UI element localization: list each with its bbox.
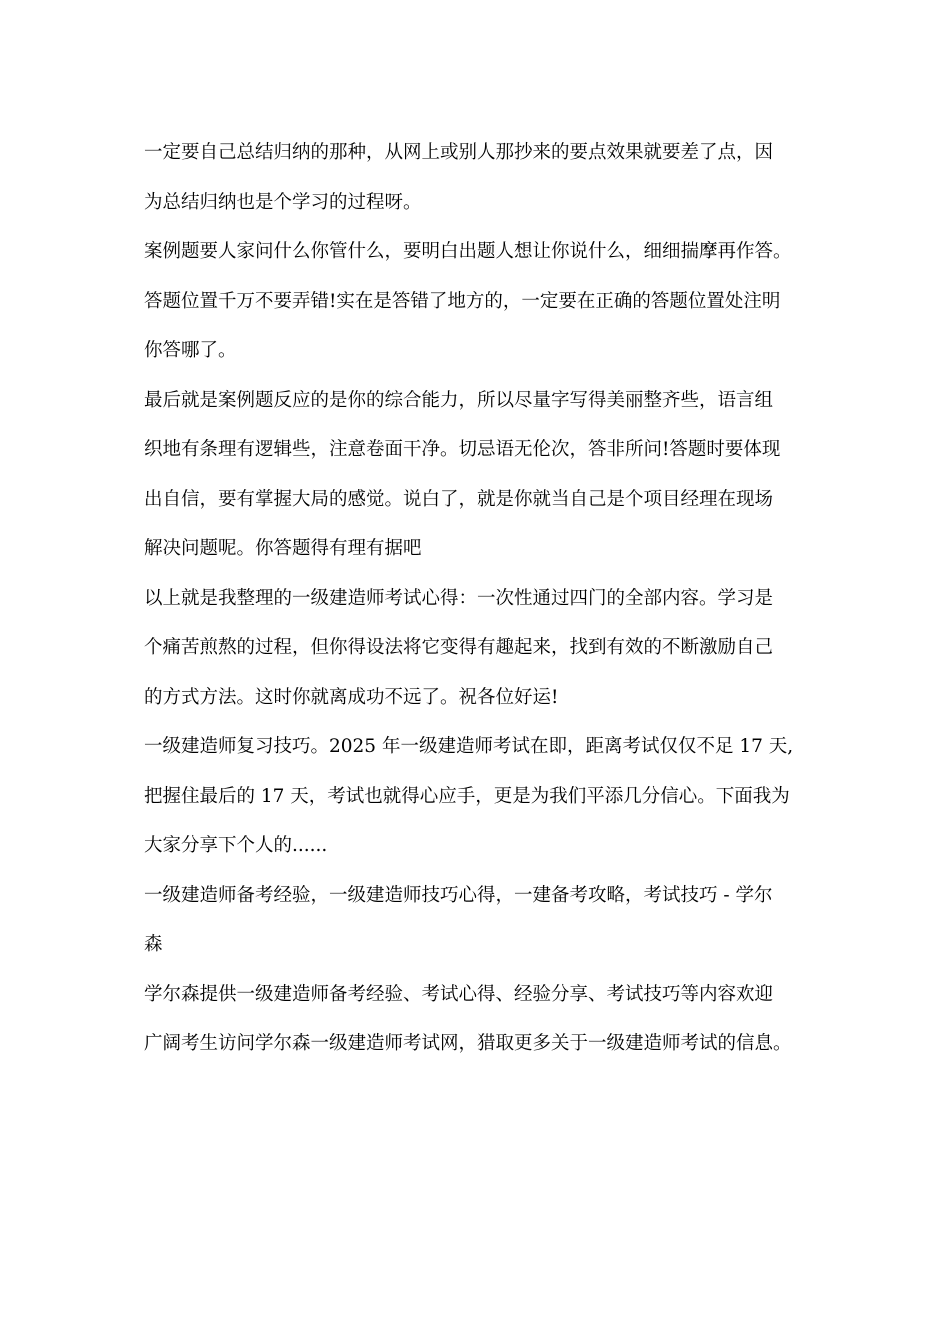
text-line: 你答哪了。: [144, 340, 237, 361]
text-line: 一定要自己总结归纳的那种，从网上或别人那抄来的要点效果就要差了点，因: [144, 142, 774, 163]
document-body: [144, 128, 824, 1069]
text-line: 出自信，要有掌握大局的感觉。说白了，就是你就当自己是个项目经理在现场: [144, 488, 774, 510]
text-line: 案例题要人家问什么你管什么，要明白出题人想让你说什么，细细揣摩再作答。: [144, 241, 792, 262]
text-line: 织地有条理有逻辑些，注意卷面干净。切忌语无伦次，答非所问!答题时要体现: [144, 439, 781, 460]
text-line: 学尔森提供一级建造师备考经验、考试心得、经验分享、考试技巧等内容欢迎: [144, 983, 774, 1005]
text-line: 一级建造师备考经验，一级建造师技巧心得，一建备考攻略，考试技巧 - 学尔: [144, 884, 773, 906]
text-line: 最后就是案例题反应的是你的综合能力，所以尽量字写得美丽整齐些，语言组: [144, 389, 774, 411]
text-line: 解决问题呢。你答题得有理有据吧: [144, 538, 422, 559]
text-line: 森: [144, 934, 163, 955]
text-line: 个痛苦煎熬的过程，但你得设法将它变得有趣起来，找到有效的不断激励自己: [144, 637, 774, 658]
text-line: 广阔考生访问学尔森一级建造师考试网，猎取更多关于一级建造师考试的信息。: [144, 1033, 792, 1054]
text-line: 的方式方法。这时你就离成功不远了。祝各位好运!: [144, 686, 559, 708]
text-line: 为总结归纳也是个学习的过程呀。: [144, 191, 422, 213]
text-line: 答题位置千万不要弄错!实在是答错了地方的，一定要在正确的答题位置处注明: [144, 290, 781, 312]
text-line: 一级建造师复习技巧。2025 年一级建造师考试在即，距离考试仅仅不足 17 天,: [144, 736, 794, 757]
text-line: 大家分享下个人的......: [144, 835, 328, 856]
text-line: 以上就是我整理的一级建造师考试心得：一次性通过四门的全部内容。学习是: [144, 587, 774, 609]
text-line: 把握住最后的 17 天，考试也就得心应手，更是为我们平添几分信心。下面我为: [144, 785, 790, 807]
